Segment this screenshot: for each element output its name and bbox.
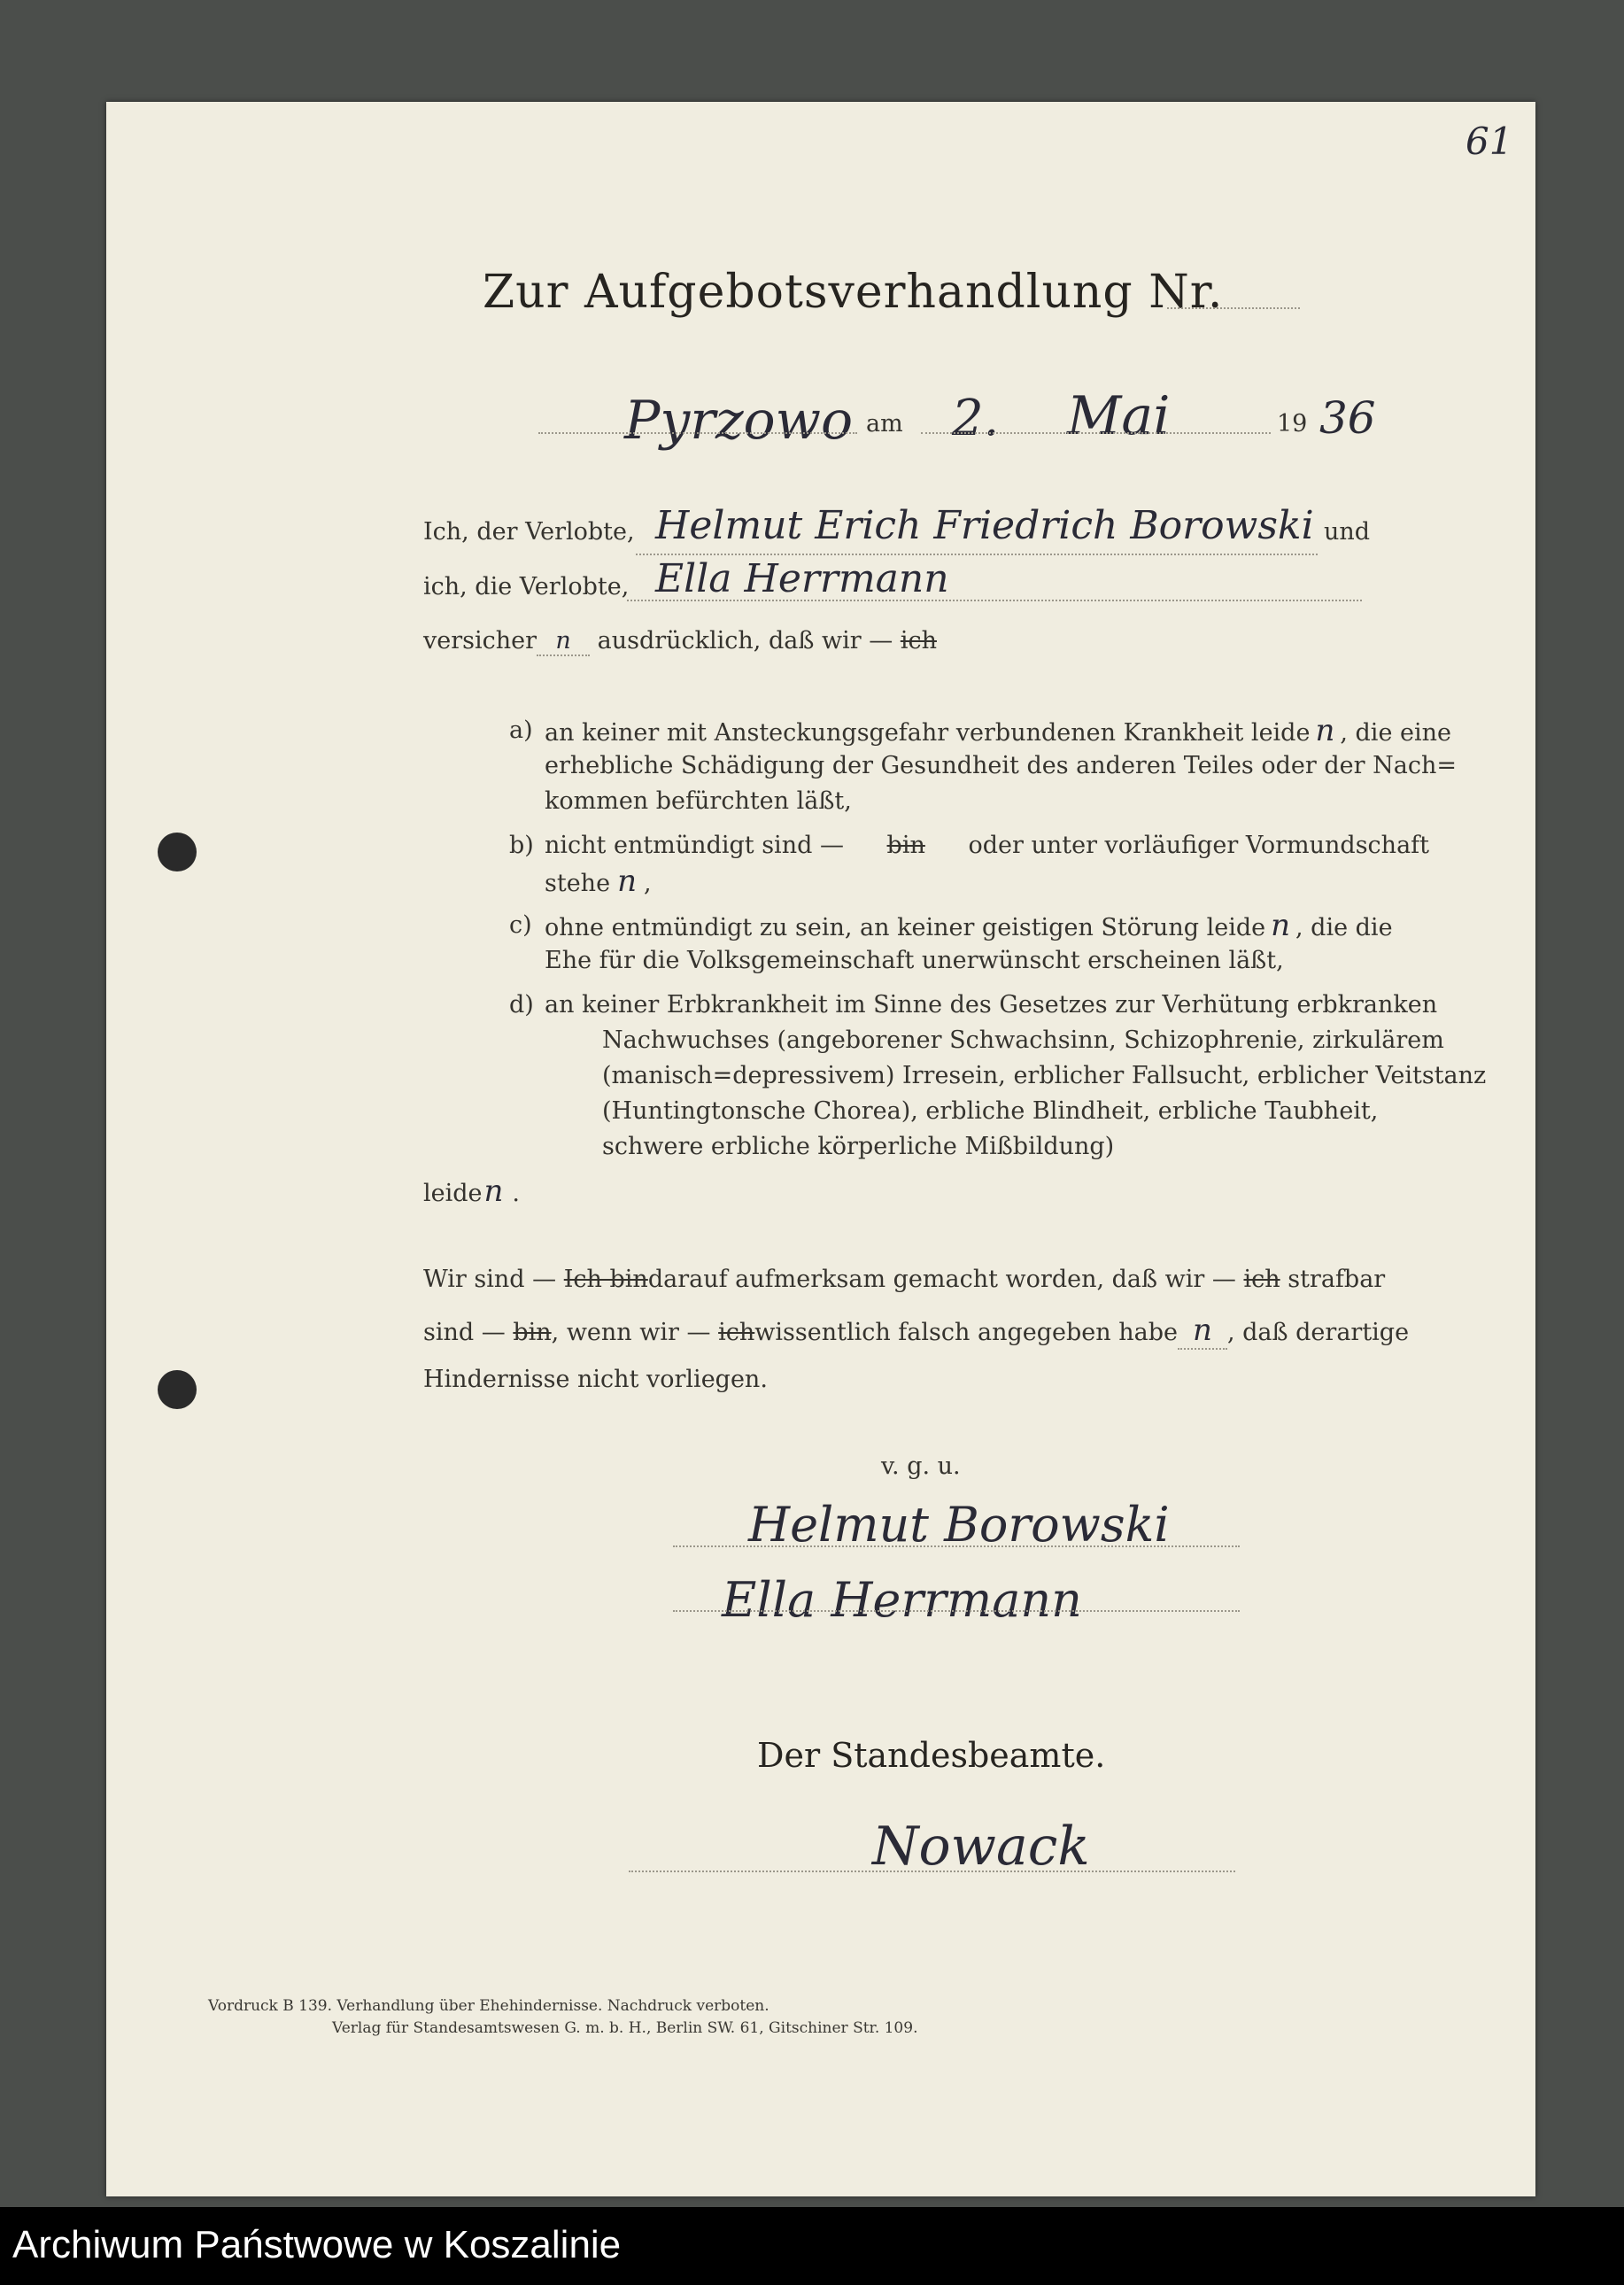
leide-hand: n: [483, 1173, 504, 1209]
officer-signature: Nowack: [872, 1816, 1090, 1878]
item-d-line2: Nachwuchses (angeborener Schwachsinn, Schizophrenie, zirkulärem: [602, 1026, 1444, 1054]
place-dotted-line: [538, 432, 857, 434]
item-b-line1-pre: nicht entmündigt sind —: [545, 832, 844, 859]
attention-l2-struck1: bin: [513, 1319, 552, 1346]
attention-line3: Hindernisse nicht vorliegen.: [423, 1366, 768, 1393]
leide-pre: leide: [423, 1180, 483, 1207]
groom-dotted-line: [636, 554, 1318, 555]
date-month: Mai: [1067, 385, 1171, 447]
versicher-prefix: versicher: [423, 627, 537, 655]
officer-signature-line: [629, 1871, 1235, 1872]
year-prefix: 19: [1277, 410, 1308, 438]
item-b-line1: [545, 828, 1429, 864]
groom-name: Helmut Erich Friedrich Borowski: [655, 503, 1314, 548]
place-name: Pyrzowo: [624, 390, 854, 452]
attention-l2-mid2: wissentlich falsch angegeben habe: [754, 1319, 1178, 1346]
item-b-line2-pre: stehe: [545, 870, 611, 897]
attention-l2-hand: n: [1178, 1313, 1227, 1350]
versicher-hand: n: [537, 627, 590, 656]
item-c-line1-pre: ohne entmündigt zu sein, an keiner geistigen Störung leide: [545, 914, 1266, 941]
date-dotted-line: [921, 432, 1271, 434]
punch-hole-top: [158, 833, 197, 871]
label-groom: Ich, der Verlobte,: [423, 518, 635, 546]
item-b-struck: bin: [886, 832, 925, 859]
page-number: 61: [1465, 120, 1513, 163]
attention-l2-pre: sind —: [423, 1319, 506, 1346]
date-am: am: [866, 410, 903, 438]
attention-l1-struck2: ich: [1243, 1266, 1280, 1293]
attention-l1-post: strafbar: [1288, 1266, 1386, 1293]
bride-name: Ella Herrmann: [655, 556, 949, 601]
item-a-line1: [545, 713, 1451, 751]
signature-bride-line: [673, 1610, 1240, 1612]
attention-l2-mid: , wenn wir —: [551, 1319, 711, 1346]
item-a-line1-text: an keiner mit Ansteckungsgefahr verbundenen Krankheit leide: [545, 719, 1311, 747]
form-footer-line1: Vordruck B 139. Verhandlung über Ehehindernisse. Nachdruck verboten.: [208, 1997, 769, 2015]
item-a-line1-post: , die eine: [1340, 719, 1451, 747]
page-title: Zur Aufgebotsverhandlung Nr.: [483, 266, 1224, 319]
punch-hole-bottom: [158, 1370, 197, 1409]
attention-l1-pre: Wir sind —: [423, 1266, 557, 1293]
label-bride: ich, die Verlobte,: [423, 573, 630, 600]
item-a-letter: a): [509, 716, 533, 744]
attention-line2: [423, 1313, 1409, 1351]
archive-label: Archiwum Państwowe w Koszalinie: [12, 2223, 622, 2266]
item-d-line4: (Huntingtonsche Chorea), erbliche Blindheit, erbliche Taubheit,: [602, 1097, 1379, 1125]
item-c-line2: Ehe für die Volksgemeinschaft unerwünscht erscheinen läßt,: [545, 947, 1284, 974]
year-suffix: 36: [1319, 392, 1376, 444]
attention-line1: [423, 1262, 1385, 1297]
versicher-struck: ich: [900, 627, 937, 655]
officer-title: Der Standesbeamte.: [757, 1736, 1106, 1775]
item-d-line1: an keiner Erbkrankheit im Sinne des Gesetzes zur Verhütung erbkranken: [545, 991, 1438, 1019]
item-d-letter: d): [509, 991, 534, 1019]
leide-post: .: [512, 1180, 521, 1207]
attention-l1-struck1: Ich bin: [563, 1266, 648, 1293]
item-c-letter: c): [509, 911, 532, 939]
item-a-line3: kommen befürchten läßt,: [545, 787, 852, 815]
item-b-letter: b): [509, 832, 534, 859]
attention-l2-post: , daß derartige: [1226, 1319, 1410, 1346]
item-a-line2: erhebliche Schädigung der Gesundheit des anderen Teiles oder der Nach=: [545, 752, 1457, 779]
attention-l2-struck2: ich: [718, 1319, 755, 1346]
attention-l1-mid: darauf aufmerksam gemacht worden, daß wir —: [647, 1266, 1236, 1293]
signature-bride: Ella Herrmann: [722, 1572, 1082, 1628]
item-b-hand: n: [617, 864, 637, 899]
item-b-line1-post: oder unter vorläufiger Vormundschaft: [968, 832, 1430, 859]
label-und: und: [1324, 518, 1371, 546]
vgu-label: v. g. u.: [881, 1452, 961, 1480]
leide-line: [423, 1173, 520, 1212]
item-d-line5: schwere erbliche körperliche Mißbildung): [602, 1133, 1115, 1160]
versicher-line: [423, 627, 937, 656]
signature-groom: Helmut Borowski: [748, 1497, 1170, 1553]
item-b-line2-post: ,: [643, 870, 652, 897]
item-c-line1: [545, 908, 1393, 946]
form-footer-line2: Verlag für Standesamtswesen G. m. b. H., Berlin SW. 61, Gitschiner Str. 109.: [332, 2019, 918, 2037]
date-day: 2.: [952, 390, 1000, 447]
item-d-line3: (manisch=depressivem) Irresein, erblicher Fallsucht, erblicher Veitstanz: [602, 1062, 1487, 1089]
item-b-line2: [545, 864, 652, 902]
title-dotted-line: [1167, 307, 1300, 309]
item-a-hand: n: [1315, 713, 1335, 748]
archive-footer-bar: [0, 2207, 1624, 2285]
bride-dotted-line: [627, 600, 1362, 601]
versicher-suffix: ausdrücklich, daß wir —: [597, 627, 893, 655]
signature-groom-line: [673, 1545, 1240, 1547]
item-c-hand: n: [1271, 908, 1290, 943]
item-c-line1-post: , die die: [1295, 914, 1393, 941]
